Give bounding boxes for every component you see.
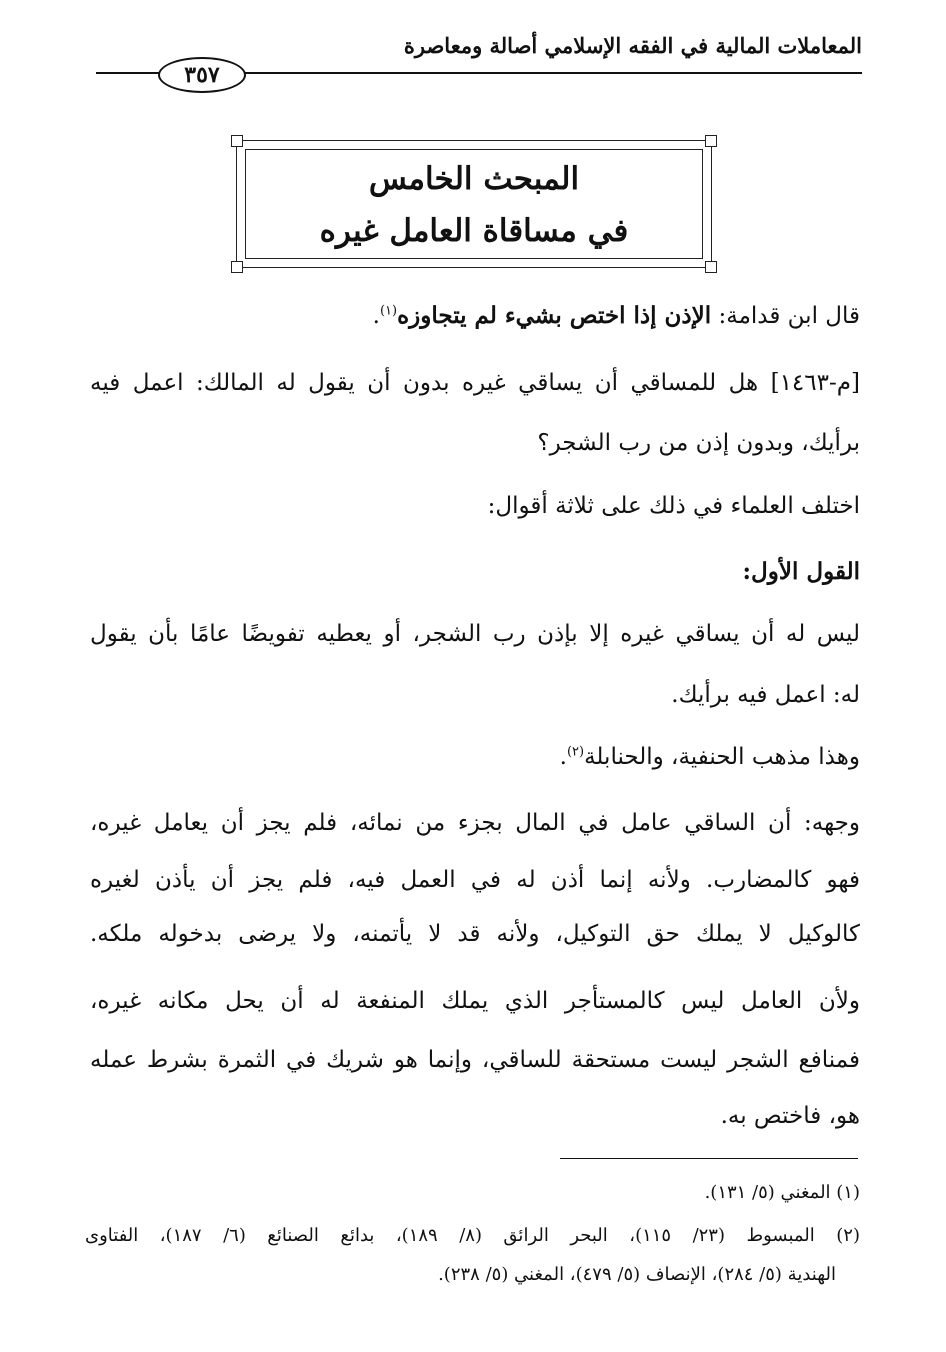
first-opinion-heading: القول الأول:: [742, 558, 860, 585]
quote-paragraph: [90, 300, 860, 332]
question-line-1: [م-١٤٦٣] هل للمساقي أن يساقي غيره بدون أن يقول له المالك: اعمل فيه: [90, 370, 860, 396]
section-title-line-2: في مساقاة العامل غيره: [319, 213, 629, 249]
running-header-title: المعاملات المالية في الفقه الإسلامي أصالة ومعاصرة: [403, 33, 862, 58]
first-opinion-line-1: ليس له أن يساقي غيره إلا بإذن رب الشجر، أو يعطيه تفويضًا عامًا بأن يقول: [90, 621, 860, 647]
frame-corner-ornament: [231, 135, 243, 147]
question-line-2: برأيك، وبدون إذن من رب الشجر؟: [537, 430, 860, 456]
first-opinion-line-2: له: اعمل فيه برأيك.: [671, 682, 860, 708]
second-reason-line-3: هو، فاختص به.: [720, 1103, 860, 1129]
reason-line-3: كالوكيل لا يملك حق التوكيل، ولأنه قد لا يأتمنه، ولا يرضى بدخوله ملكه.: [90, 921, 860, 947]
reason-line-2: فهو كالمضارب. ولأنه إنما أذن له في العمل فيه، فلم يجز أن يأذن لغيره: [90, 867, 860, 893]
madhhab-text: وهذا مذهب الحنفية، والحنابلة: [584, 744, 860, 770]
intro-line: اختلف العلماء في ذلك على ثلاثة أقوال:: [487, 493, 860, 519]
footnote-ref-2[interactable]: (٢): [566, 744, 585, 760]
section-title-box: [236, 140, 712, 268]
frame-corner-ornament: [231, 261, 243, 273]
reason-line-1: وجهه: أن الساقي عامل في المال بجزء من نمائه، فلم يجز أن يعامل غيره،: [90, 810, 861, 836]
madhhab-end: .: [559, 744, 567, 770]
footnote-2-line-1: (٢) المبسوط (٢٣/ ١١٥)، البحر الرائق (٨/ ١٨٩)، بدائع الصنائع (٦/ ١٨٧)، الفتاوى: [85, 1225, 860, 1246]
page-number: ٣٥٧: [158, 57, 246, 93]
second-reason-line-2: فمنافع الشجر ليست مستحقة للساقي، وإنما هو شريك في الثمرة بشرط عمله: [90, 1047, 860, 1073]
footnote-separator: [560, 1158, 858, 1159]
frame-corner-ornament: [705, 261, 717, 273]
footnote-2-line-2: الهندية (٥/ ٢٨٤)، الإنصاف (٥/ ٤٧٩)، المغني (٥/ ٢٣٨).: [438, 1264, 836, 1285]
quote-text: الإذن إذا اختص بشيء لم يتجاوزه: [397, 302, 712, 329]
footnote-1: (١) المغني (٥/ ١٣١).: [704, 1182, 860, 1203]
footnote-ref-1[interactable]: (١): [379, 303, 398, 319]
quote-end: .: [372, 303, 380, 329]
second-reason-line-1: ولأن العامل ليس كالمستأجر الذي يملك المنفعة له أن يحل مكانه غيره،: [90, 988, 860, 1014]
frame-corner-ornament: [705, 135, 717, 147]
section-title-line-1: المبحث الخامس: [368, 161, 580, 197]
madhhab-paragraph: [90, 741, 860, 773]
quote-label: قال ابن قدامة:: [718, 303, 860, 329]
